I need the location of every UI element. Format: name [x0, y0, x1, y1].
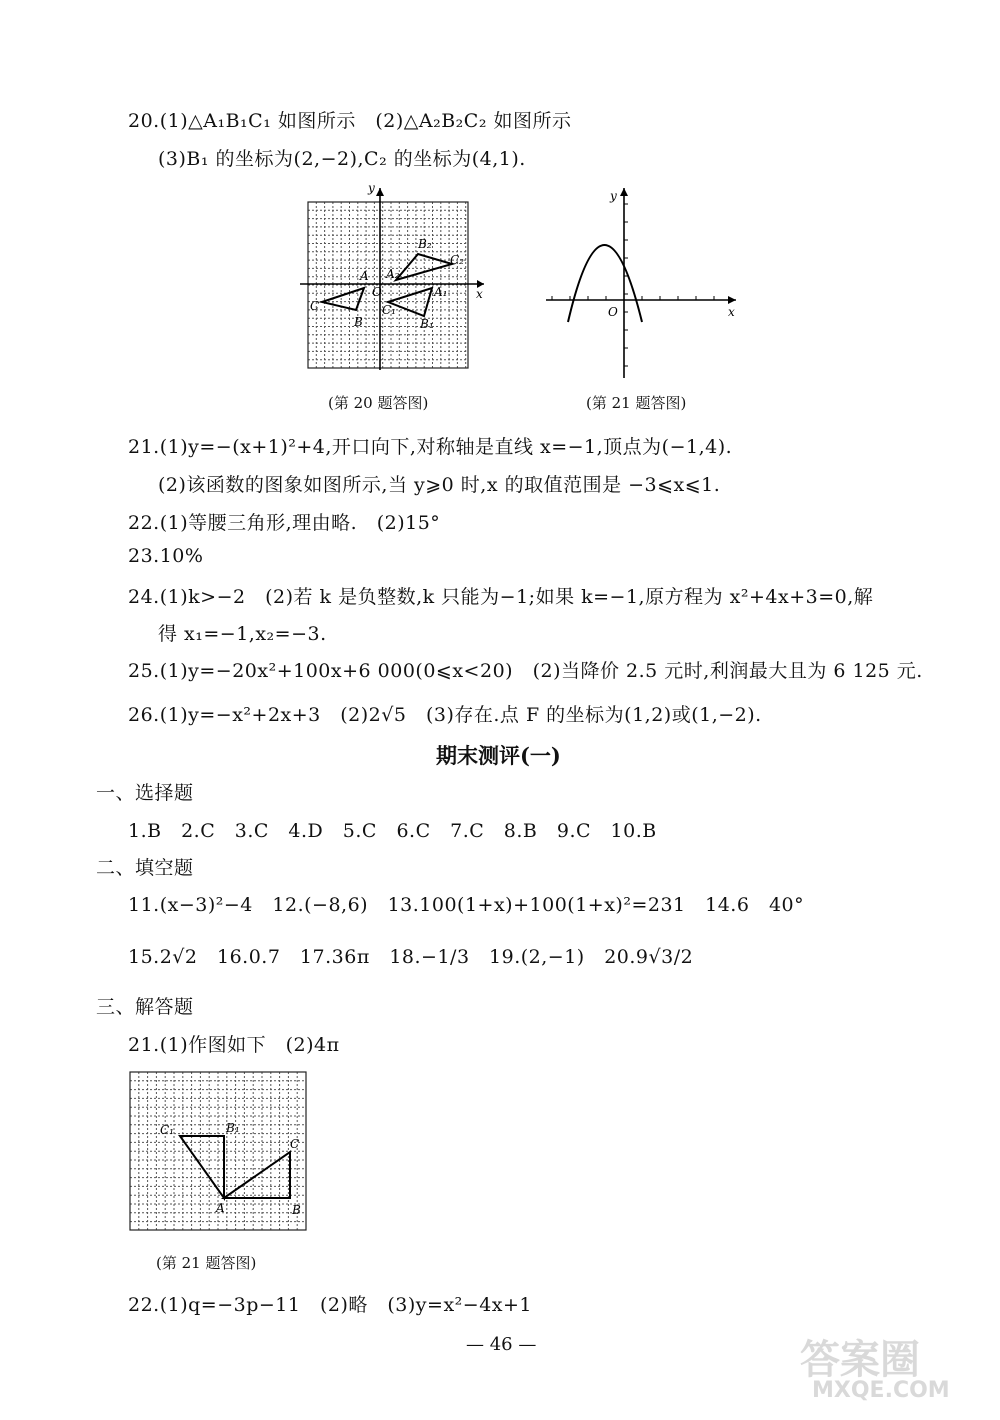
exam-fig-point-c: C: [290, 1137, 300, 1151]
fill-answers-2: 15.2√2 16.0.7 17.36π 18.−1/3 19.(2,−1) 20.9√3/2: [128, 946, 694, 968]
fig21-caption: (第 21 题答图): [586, 394, 687, 412]
fig20-origin-label: O: [372, 285, 382, 299]
fig20-point-a1: A₁: [434, 285, 448, 299]
q25-line: 25.(1)y=−20x²+100x+6 000(0⩽x<20) (2)当降价 2.5 元时,利润最大且为 6 125 元.: [128, 660, 923, 682]
q24-line-1: 24.(1)k>−2 (2)若 k 是负整数,k 只能为−1;如果 k=−1,原方程为 x²+4x+3=0,解: [128, 586, 874, 608]
figure-q21-parabola: [540, 182, 750, 382]
fig21-origin-label: O: [608, 305, 618, 319]
watermark-url: MXQE.COM: [812, 1378, 950, 1403]
watermark-logo: 答案圈: [800, 1337, 920, 1383]
fill-answers-1: 11.(x−3)²−4 12.(−8,6) 13.100(1+x)+100(1+x)²=231 14.6 40°: [128, 894, 805, 916]
fig20-point-b: B: [354, 315, 363, 329]
exam-fig-point-c1: C₁: [160, 1123, 174, 1137]
q26-line: 26.(1)y=−x²+2x+3 (2)2√5 (3)存在.点 F 的坐标为(1,2)或(1,−2).: [128, 704, 762, 726]
page-number: — 46 —: [466, 1334, 537, 1355]
section-fill-heading: 二、填空题: [96, 857, 194, 879]
q20-line-1: 20.(1)△A₁B₁C₁ 如图所示 (2)△A₂B₂C₂ 如图所示: [128, 110, 572, 132]
section-title: 期末测评(一): [436, 743, 561, 768]
figure-q20-grid: [298, 180, 498, 380]
section-solve-heading: 三、解答题: [96, 996, 194, 1018]
q22-line: 22.(1)等腰三角形,理由略. (2)15°: [128, 512, 441, 534]
fig20-point-a2: A₂: [386, 267, 400, 281]
fig21-x-label: x: [728, 305, 735, 319]
exam-fig-point-b1: B₁: [226, 1121, 240, 1135]
fig21-y-label: y: [610, 189, 617, 203]
exam-fig-point-a: A: [216, 1201, 225, 1215]
q21-line-2: (2)该函数的图象如图所示,当 y⩾0 时,x 的取值范围是 −3⩽x⩽1.: [158, 474, 721, 496]
q21-exam-line: 21.(1)作图如下 (2)4π: [128, 1034, 340, 1056]
fig20-point-c: C: [310, 299, 320, 313]
fig20-point-a: A: [360, 269, 369, 283]
q21-line-1: 21.(1)y=−(x+1)²+4,开口向下,对称轴是直线 x=−1,顶点为(−1,4).: [128, 436, 733, 458]
fig20-point-b2: B₂: [418, 237, 432, 251]
q24-line-2: 得 x₁=−1,x₂=−3.: [158, 623, 327, 645]
fig20-y-label: y: [368, 181, 375, 195]
exam-fig-point-b: B: [292, 1203, 301, 1217]
fig20-caption: (第 20 题答图): [328, 394, 429, 412]
q22-exam-line: 22.(1)q=−3p−11 (2)略 (3)y=x²−4x+1: [128, 1294, 533, 1316]
fig20-point-b1: B₁: [420, 317, 434, 331]
section-choice-heading: 一、选择题: [96, 782, 194, 804]
choice-answers: 1.B 2.C 3.C 4.D 5.C 6.C 7.C 8.B 9.C 10.B: [128, 820, 657, 842]
fig20-x-label: x: [476, 287, 483, 301]
fig20-point-c1: C₁: [382, 303, 396, 317]
q20-line-2: (3)B₁ 的坐标为(2,−2),C₂ 的坐标为(4,1).: [158, 148, 526, 170]
fig20-point-c2: C₂: [450, 253, 464, 267]
exam-fig21-caption: (第 21 题答图): [156, 1254, 257, 1272]
q23-line: 23.10%: [128, 545, 204, 567]
figure-exam-q21-grid: [126, 1068, 312, 1238]
